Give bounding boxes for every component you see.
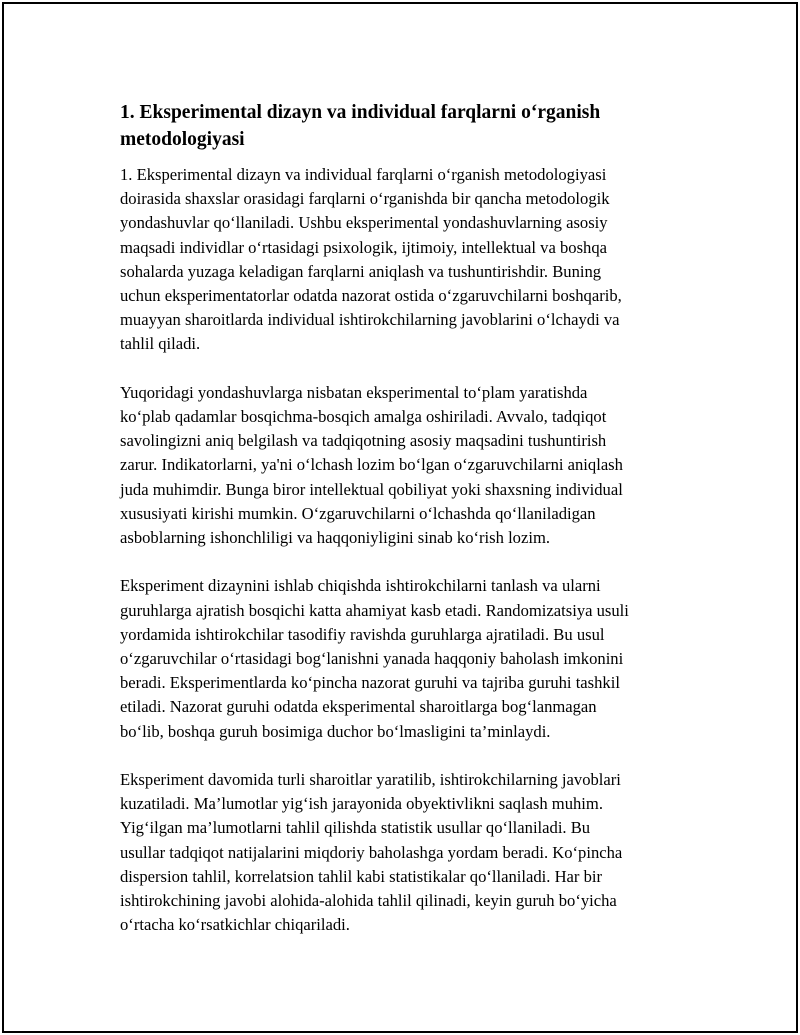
paragraph-line: juda muhimdir. Bunga biror intellektual qobiliyat yoki shaxsning individual — [120, 479, 623, 499]
title-line: metodologiyasi — [120, 129, 245, 150]
paragraph-line: etiladi. Nazorat guruhi odatda eksperimental sharoitlarga bog‘lanmagan — [120, 697, 597, 717]
paragraph-line: usullar tadqiqot natijalarini miqdoriy baholashga yordam beradi. Ko‘pincha — [120, 842, 623, 862]
paragraph-1 — [120, 163, 690, 357]
paragraph-line: savolingizni aniq belgilash va tadqiqotning asosiy maqsadini tushuntirish — [120, 431, 607, 451]
paragraph-4 — [120, 768, 690, 937]
document-content — [120, 99, 690, 962]
paragraph-line: beradi. Eksperimentlarda ko‘pincha nazorat guruhi va tajriba guruhi tashkil — [120, 673, 620, 693]
paragraph-line: yordamida ishtirokchilar tasodifiy ravishda guruhlarga ajratiladi. Bu usul — [120, 624, 605, 644]
paragraph-line: guruhlarga ajratish bosqichi katta ahamiyat kasb etadi. Randomizatsiya usuli — [120, 600, 629, 620]
paragraph-line: muayyan sharoitlarda individual ishtirokchilarning javoblarini o‘lchaydi va — [120, 310, 620, 330]
paragraph-3 — [120, 574, 690, 743]
paragraph-line: asboblarning ishonchliligi va haqqoniyligini sinab ko‘rish lozim. — [120, 528, 551, 548]
document-page — [2, 2, 798, 1033]
paragraph-line: ko‘plab qadamlar bosqichma-bosqich amalga oshiriladi. Avvalo, tadqiqot — [120, 407, 607, 427]
paragraph-line: maqsadi individlar o‘rtasidagi psixologik, ijtimoiy, intellektual va boshqa — [120, 237, 607, 257]
paragraph-2 — [120, 381, 690, 550]
paragraph-line: kuzatiladi. Ma’lumotlar yig‘ish jarayonida obyektivlikni saqlash muhim. — [120, 794, 603, 814]
paragraph-line: xususiyati kirishi mumkin. O‘zgaruvchilarni o‘lchashda qo‘llaniladigan — [120, 503, 596, 523]
paragraph-line: 1. Eksperimental dizayn va individual farqlarni o‘rganish metodologiyasi — [120, 165, 607, 184]
paragraph-line: bo‘lib, boshqa guruh bosimiga duchor bo‘lmasligini ta’minlaydi. — [120, 721, 551, 741]
paragraph-line: Eksperiment davomida turli sharoitlar yaratilib, ishtirokchilarning javoblari — [120, 770, 621, 790]
paragraph-line: Eksperiment dizaynini ishlab chiqishda ishtirokchilarni tanlash va ularni — [120, 576, 601, 596]
paragraph-line: o‘rtacha ko‘rsatkichlar chiqariladi. — [120, 915, 350, 935]
paragraph-line: yondashuvlar qo‘llaniladi. Ushbu eksperimental yondashuvlarning asosiy — [120, 213, 608, 233]
paragraph-line: uchun eksperimentatorlar odatda nazorat ostida o‘zgaruvchilarni boshqarib, — [120, 286, 622, 306]
document-title — [120, 99, 690, 153]
paragraph-line: zarur. Indikatorlarni, ya'ni o‘lchash lozim bo‘lgan o‘zgaruvchilarni aniqlash — [120, 455, 623, 475]
paragraph-line: o‘zgaruvchilar o‘rtasidagi bog‘lanishni yanada haqqoniy baholash imkonini — [120, 649, 624, 669]
paragraph-line: sohalarda yuzaga keladigan farqlarni aniqlash va tushuntirishdir. Buning — [120, 261, 602, 281]
paragraph-line: dispersion tahlil, korrelatsion tahlil kabi statistikalar qo‘llaniladi. Har bir — [120, 866, 603, 886]
title-line: 1. Eksperimental dizayn va individual farqlarni o‘rganish — [120, 102, 601, 123]
paragraph-line: Yig‘ilgan ma’lumotlarni tahlil qilishda statistik usullar qo‘llaniladi. Bu — [120, 818, 591, 838]
paragraph-line: Yuqoridagi yondashuvlarga nisbatan eksperimental to‘plam yaratishda — [120, 382, 588, 402]
paragraph-line: tahlil qiladi. — [120, 334, 201, 354]
paragraph-line: doirasida shaxslar orasidagi farqlarni o‘rganishda bir qancha metodologik — [120, 189, 610, 209]
paragraph-line: ishtirokchining javobi alohida-alohida tahlil qilinadi, keyin guruh bo‘yicha — [120, 891, 617, 911]
